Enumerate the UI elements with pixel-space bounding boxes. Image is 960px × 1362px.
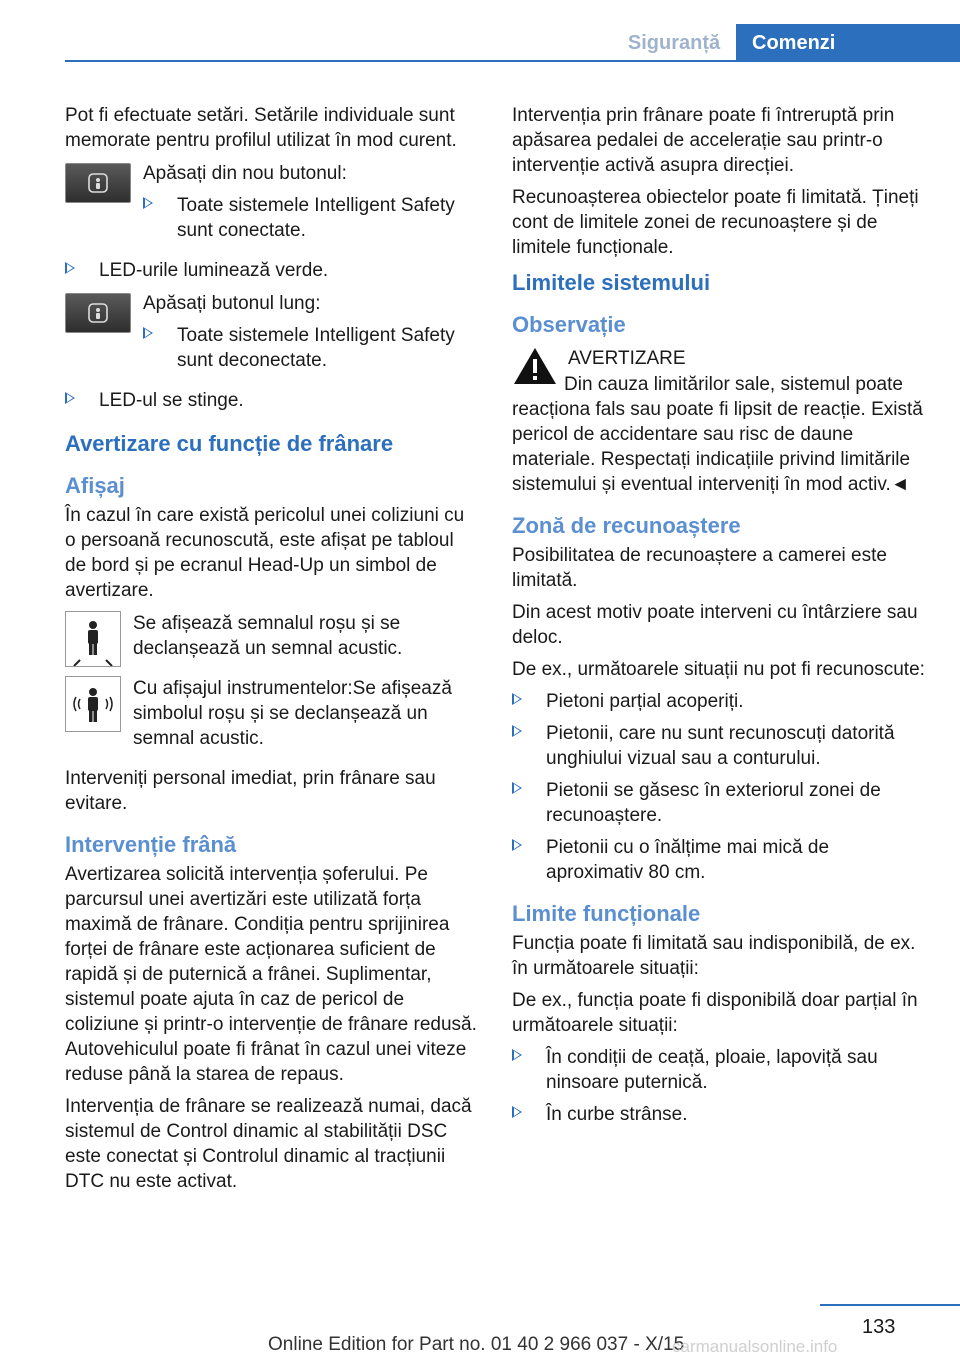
bullet-triangle-icon — [512, 1049, 522, 1061]
list-item: În condiții de ceață, ploaie, lapoviță sau ninsoare puternică. — [512, 1045, 926, 1095]
page-number: 133 — [862, 1316, 896, 1338]
left-column — [65, 103, 479, 1201]
pedestrian-acoustic-icon — [65, 676, 121, 732]
heading-warning: Avertizare cu funcție de frânare — [65, 431, 394, 456]
func-paragraph-2: De ex., funcția poate fi disponibilă doar parțial în următoarele situații: — [512, 990, 918, 1036]
list-item: Pietonii, care nu sunt recunoscuți datorită unghiului vizual sau a conturului. — [512, 721, 926, 771]
pedestrian-warning-block — [65, 611, 479, 668]
right-column — [512, 103, 926, 1134]
press-again-block — [65, 161, 479, 250]
safety-button-icon — [65, 163, 131, 203]
press-long-text: Apăsați butonul lung: — [143, 293, 321, 314]
func-paragraph-1: Funcția poate fi limitată sau indisponibilă, de ex. în următoarele situații: — [512, 933, 916, 979]
watermark: carmanualsonline.info — [672, 1337, 838, 1356]
list-item: Pietonii se găsesc în exteriorul zonei de recunoaștere. — [512, 778, 926, 828]
recognition-paragraph: Recunoașterea obiectelor poate fi limitată. Țineți cont de limitele zonei de recunoaștere și de limitele funcționale. — [512, 187, 919, 258]
list-item: LED-urile luminează verde. — [65, 258, 479, 283]
display-paragraph: În cazul în care există pericolul unei coliziuni cu o persoană recunoscută, este afișat pe tabloul de bord și pe ecranul Head-Up un simbol de avertizare. — [65, 505, 465, 601]
zone-bullets — [512, 689, 926, 885]
heading-note: Observație — [512, 312, 626, 337]
bullet-triangle-icon — [512, 839, 522, 851]
pedestrian-acoustic-text: Cu afișajul instrumentelor:Se afișează simbolul roșu și se declanșează un semnal acustic. — [133, 678, 452, 749]
footer-rule — [820, 1304, 960, 1306]
zone-paragraph-3: De ex., următoarele situații nu pot fi recunoscute: — [512, 659, 925, 680]
warning-title: AVERTIZARE — [568, 348, 686, 369]
heading-zone: Zonă de recunoaștere — [512, 513, 741, 538]
press-again-text: Apăsați din nou butonul: — [143, 163, 347, 184]
heading-brake: Intervenție frână — [65, 832, 237, 857]
bullet-triangle-icon — [512, 693, 522, 705]
zone-paragraph-1: Posibilitatea de recunoaștere a camerei este limitată. — [512, 545, 887, 591]
brake-paragraph-1: Avertizarea solicită intervenția șoferului. Pe parcursul unei avertizări este utilizată forța maximă de frânare. Condiția pentru sprijinirea forței de frânare este acționarea suficient de rapidă și de puternică a frânei. Suplimentar, sistemul poate ajuta în caz de pericol de coliziune și printr-o intervenție de frânare redusă. Autovehiculul poate fi frânat în cazul unei viteze reduse până la starea de repaus. — [65, 864, 477, 1085]
bullet-triangle-icon — [143, 197, 153, 209]
brake-paragraph-2: Intervenția de frânare se realizează numai, dacă sistemul de Control dinamic al stabilității DSC este conectat și Controlul dinamic al tracțiunii DTC nu este activat. — [65, 1096, 472, 1192]
pedestrian-warning-icon — [65, 611, 121, 667]
tab-comenzi[interactable]: Comenzi — [736, 24, 960, 62]
func-bullets — [512, 1045, 926, 1127]
bullet-triangle-icon — [65, 392, 75, 404]
bullet-triangle-icon — [512, 1106, 522, 1118]
list-item: Toate sistemele Intelligent Safety sunt conectate. — [143, 193, 479, 243]
intervene-paragraph: Interveniți personal imediat, prin frânare sau evitare. — [65, 768, 436, 814]
heading-functional-limits: Limite funcționale — [512, 901, 701, 926]
bullet-triangle-icon — [65, 262, 75, 274]
bullet-triangle-icon — [512, 725, 522, 737]
warning-text: Din cauza limitărilor sale, sistemul poate reacționa fals sau poate fi lipsit de reacție. Există pericol de accidentare sau risc de daune materiale. Respectați indicațiile privind limitările sistemului și eventual interveniți în mod activ.◄ — [512, 374, 923, 495]
list-item: În curbe strânse. — [512, 1102, 926, 1127]
bullet-triangle-icon — [143, 327, 153, 339]
pedestrian-warning-text: Se afișează semnalul roșu și se declanșează un semnal acustic. — [133, 613, 403, 659]
warning-triangle-icon — [512, 346, 558, 386]
list-item: Toate sistemele Intelligent Safety sunt deconectate. — [143, 323, 479, 373]
tab-siguranta[interactable]: Siguranță — [627, 31, 721, 54]
interrupt-paragraph: Intervenția prin frânare poate fi întreruptă prin apăsarea pedalei de accelerație sau printr-o intervenție activă asupra direcției. — [512, 105, 895, 176]
heading-limits: Limitele sistemului — [512, 270, 711, 295]
list-item: Pietonii cu o înălțime mai mică de aproximativ 80 cm. — [512, 835, 926, 885]
heading-display: Afișaj — [65, 473, 125, 498]
safety-button-icon — [65, 293, 131, 333]
header-rule — [65, 60, 960, 62]
list-item: Pietoni parțial acoperiți. — [512, 689, 926, 714]
pedestrian-acoustic-block — [65, 676, 479, 758]
intro-paragraph: Pot fi efectuate setări. Setările individuale sunt memorate pentru profilul utilizat în mod curent. — [65, 105, 457, 151]
list-item: LED-ul se stinge. — [65, 388, 479, 413]
press-long-block — [65, 291, 479, 380]
edition-footer: Online Edition for Part no. 01 40 2 966 037 - X/15 — [268, 1334, 685, 1355]
bullet-triangle-icon — [512, 782, 522, 794]
zone-paragraph-2: Din acest motiv poate interveni cu întârziere sau deloc. — [512, 602, 918, 648]
